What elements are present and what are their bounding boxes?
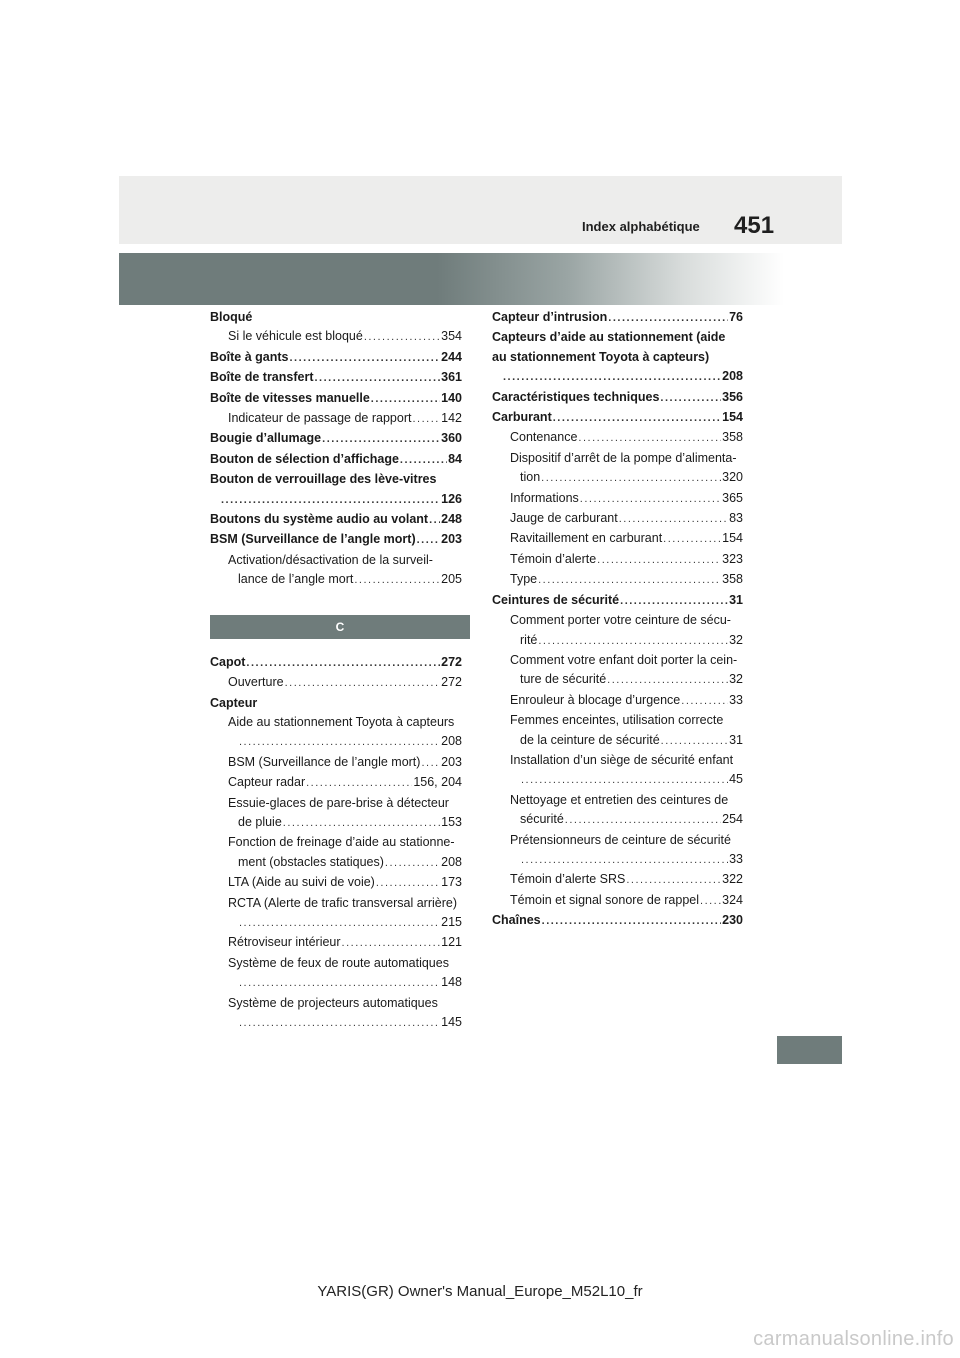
index-entry-text: Bouton de sélection d’affichage bbox=[210, 451, 399, 466]
index-entry-text: Informations bbox=[510, 490, 579, 505]
dot-leader bbox=[239, 974, 440, 993]
index-entry bbox=[492, 570, 743, 590]
index-entry bbox=[492, 550, 743, 570]
dot-leader bbox=[239, 1014, 440, 1033]
dot-leader bbox=[607, 671, 728, 690]
index-entry-page: 153 bbox=[441, 814, 462, 829]
index-entry-text: Témoin d’alerte bbox=[510, 551, 597, 566]
index-entry-text: Activation/désactivation de la surveil- bbox=[228, 552, 433, 567]
index-entry-page: 121 bbox=[441, 935, 462, 950]
index-entry bbox=[210, 570, 462, 590]
index-entry-text: Capteurs d’aide au stationnement (aide bbox=[492, 330, 726, 345]
index-column-left bbox=[210, 308, 462, 1033]
dot-leader bbox=[342, 934, 441, 953]
dot-leader bbox=[306, 774, 412, 793]
index-entry-page: 31 bbox=[729, 732, 743, 747]
index-entry bbox=[210, 389, 462, 409]
index-entry-text: Installation d’un siège de sécurité enfant bbox=[510, 752, 734, 767]
index-entry-page: 322 bbox=[722, 872, 743, 887]
dot-leader bbox=[421, 754, 440, 773]
page-number: 451 bbox=[734, 212, 775, 239]
dot-leader bbox=[371, 390, 440, 409]
index-entry-text: Bougie d’allumage bbox=[210, 431, 322, 446]
index-entry-page: 356 bbox=[722, 389, 743, 404]
index-entry-text: ment (obstacles statiques) bbox=[238, 854, 384, 869]
header-gradient-band bbox=[119, 253, 842, 305]
index-entry-page: 208 bbox=[441, 854, 462, 869]
index-entry-page: 320 bbox=[722, 470, 743, 485]
index-entry-page: 215 bbox=[441, 914, 462, 929]
index-entry bbox=[210, 913, 462, 933]
index-entry-text: Contenance bbox=[510, 430, 578, 445]
dot-leader bbox=[538, 571, 721, 590]
index-entry-page: 148 bbox=[441, 975, 462, 990]
index-entry-page: 254 bbox=[722, 812, 743, 827]
dot-leader bbox=[565, 811, 721, 830]
index-entry bbox=[492, 529, 743, 549]
index-entry-page: 205 bbox=[441, 572, 462, 587]
index-entry-text: Type bbox=[510, 572, 538, 587]
dot-leader bbox=[597, 551, 721, 570]
index-entry-text: Comment votre enfant doit porter la cein- bbox=[510, 652, 738, 667]
index-entry-page: 156, 204 bbox=[413, 775, 462, 790]
dot-leader bbox=[619, 510, 728, 529]
index-entry-page: 365 bbox=[722, 490, 743, 505]
index-entry-text: BSM (Surveillance de l’angle mort) bbox=[228, 754, 421, 769]
index-entry bbox=[210, 510, 462, 530]
index-entry bbox=[210, 973, 462, 993]
index-entry-text: Comment porter votre ceinture de sécu- bbox=[510, 613, 731, 628]
index-entry-page: 140 bbox=[441, 390, 462, 405]
index-entry-page: 32 bbox=[729, 632, 743, 647]
index-entry-page: 126 bbox=[441, 491, 462, 506]
dot-leader bbox=[429, 511, 440, 530]
index-entry bbox=[210, 348, 462, 368]
index-entry bbox=[210, 409, 462, 429]
index-entry-text: Dispositif d’arrêt de la pompe d’alimenta- bbox=[510, 450, 737, 465]
index-entry bbox=[210, 368, 462, 388]
index-entry-text: Bloqué bbox=[210, 310, 253, 324]
index-entry bbox=[210, 653, 462, 673]
index-entry-text: Système de feux de route automatiques bbox=[228, 955, 449, 970]
index-entry-text: Ravitaillement en carburant bbox=[510, 531, 663, 546]
index-entry-page: 248 bbox=[441, 512, 462, 527]
index-entry-text: Ouverture bbox=[228, 675, 284, 690]
index-entry-text: Caractéristiques techniques bbox=[492, 389, 660, 404]
index-entry-text: Prétensionneurs de ceinture de sécurité bbox=[510, 832, 731, 847]
index-entry-page: 272 bbox=[441, 675, 462, 690]
dot-leader bbox=[246, 654, 440, 673]
index-entry-text: Bouton de verrouillage des lève-vitres bbox=[210, 472, 437, 487]
index-entry-text: de la ceinture de sécurité bbox=[520, 732, 660, 747]
index-entry-text: ture de sécurité bbox=[520, 672, 607, 687]
dot-leader bbox=[400, 451, 447, 470]
index-entry bbox=[492, 850, 743, 870]
dot-leader bbox=[285, 674, 441, 693]
dot-leader bbox=[681, 692, 728, 711]
index-entry-page: 76 bbox=[729, 310, 743, 324]
index-entry-text: Capteur radar bbox=[228, 775, 306, 790]
index-entry bbox=[210, 490, 462, 510]
index-entry-text: Chaînes bbox=[492, 913, 541, 928]
dot-leader bbox=[660, 389, 721, 408]
index-entry-page: 83 bbox=[729, 511, 743, 526]
index-entry-page: 203 bbox=[441, 754, 462, 769]
index-entry bbox=[210, 853, 462, 873]
index-list-c-continued bbox=[492, 308, 743, 932]
index-entry-text: Boîte de transfert bbox=[210, 370, 314, 385]
index-entry-text: rité bbox=[520, 632, 538, 647]
index-entry-page: 173 bbox=[441, 875, 462, 890]
thumb-index-tab bbox=[777, 1036, 842, 1064]
index-entry bbox=[210, 327, 462, 347]
index-entry-text: Système de projecteurs automatiques bbox=[228, 995, 438, 1010]
index-entry-text: sécurité bbox=[520, 812, 564, 827]
dot-leader bbox=[521, 771, 728, 790]
dot-leader bbox=[700, 892, 721, 911]
index-entry bbox=[492, 631, 743, 651]
index-entry-text: Boîte de vitesses manuelle bbox=[210, 390, 370, 405]
index-entry bbox=[210, 933, 462, 953]
index-entry-text: Indicateur de passage de rapport bbox=[228, 411, 412, 426]
index-entry bbox=[492, 591, 743, 611]
index-entry-text: Ceintures de sécurité bbox=[492, 592, 620, 607]
index-entry bbox=[210, 1013, 462, 1033]
index-entry bbox=[492, 308, 743, 328]
dot-leader bbox=[354, 571, 440, 590]
index-entry-text: Femmes enceintes, utilisation correcte bbox=[510, 713, 724, 728]
dot-leader bbox=[385, 854, 440, 873]
dot-leader bbox=[608, 309, 728, 328]
index-entry-text: LTA (Aide au suivi de voie) bbox=[228, 875, 375, 890]
index-list-b bbox=[210, 308, 462, 591]
index-entry-text: Nettoyage et entretien des ceintures de bbox=[510, 792, 729, 807]
index-entry bbox=[492, 891, 743, 911]
index-entry bbox=[492, 367, 743, 387]
dot-leader bbox=[503, 368, 721, 387]
index-entry bbox=[492, 428, 743, 448]
index-entry-page: 33 bbox=[729, 692, 743, 707]
dot-leader bbox=[541, 469, 721, 488]
index-entry-text: au stationnement Toyota à capteurs) bbox=[492, 349, 710, 364]
index-entry-page: 360 bbox=[441, 431, 462, 446]
index-entry bbox=[492, 870, 743, 890]
index-entry bbox=[492, 691, 743, 711]
index-entry bbox=[210, 813, 462, 833]
index-entry bbox=[492, 468, 743, 488]
index-entry bbox=[210, 429, 462, 449]
dot-leader bbox=[663, 530, 721, 549]
index-entry-page: 324 bbox=[722, 892, 743, 907]
index-entry-page: 142 bbox=[441, 411, 462, 426]
dot-leader bbox=[521, 851, 728, 870]
dot-leader bbox=[283, 814, 440, 833]
index-entry bbox=[210, 753, 462, 773]
dot-leader bbox=[239, 733, 440, 752]
index-entry-text: Essuie-glaces de pare-brise à détecteur bbox=[228, 795, 449, 810]
index-entry-page: 45 bbox=[729, 772, 743, 787]
index-entry-page: 361 bbox=[441, 370, 462, 385]
index-entry-text: Aide au stationnement Toyota à capteurs bbox=[228, 714, 455, 729]
index-entry-text: Témoin et signal sonore de rappel bbox=[510, 892, 700, 907]
dot-leader bbox=[542, 912, 722, 931]
dot-leader bbox=[626, 871, 721, 890]
index-entry bbox=[492, 489, 743, 509]
index-entry-text: Enrouleur à blocage d’urgence bbox=[510, 692, 681, 707]
index-entry-page: 354 bbox=[441, 329, 462, 344]
index-entry-page: 203 bbox=[441, 532, 462, 547]
index-entry-text: Capteur bbox=[210, 695, 258, 710]
index-entry bbox=[492, 770, 743, 790]
index-column-right bbox=[492, 308, 743, 932]
index-entry-text: Fonction de freinage d’aide au stationne- bbox=[228, 835, 455, 850]
dot-leader bbox=[553, 409, 721, 428]
index-entry-text: de pluie bbox=[238, 814, 282, 829]
dot-leader bbox=[538, 632, 728, 651]
index-entry-page: 154 bbox=[722, 410, 743, 425]
index-entry-page: 32 bbox=[729, 672, 743, 687]
dot-leader bbox=[412, 410, 440, 429]
index-entry-page: 145 bbox=[441, 1015, 462, 1029]
index-entry-page: 358 bbox=[722, 572, 743, 587]
index-entry-page: 244 bbox=[441, 349, 462, 364]
section-letter-header: C bbox=[210, 615, 470, 639]
index-entry-page: 323 bbox=[722, 551, 743, 566]
index-entry bbox=[210, 732, 462, 752]
index-entry bbox=[492, 670, 743, 690]
index-entry-text: Jauge de carburant bbox=[510, 511, 618, 526]
section-title: Index alphabétique bbox=[582, 219, 700, 234]
dot-leader bbox=[661, 732, 728, 751]
index-entry-page: 272 bbox=[441, 654, 462, 669]
index-entry-text: RCTA (Alerte de trafic transversal arrière) bbox=[228, 895, 457, 910]
index-entry-page: 208 bbox=[441, 734, 462, 749]
index-entry-page: 154 bbox=[722, 531, 743, 546]
index-entry-text: Rétroviseur intérieur bbox=[228, 935, 341, 950]
index-entry bbox=[210, 694, 462, 713]
dot-leader bbox=[239, 914, 440, 933]
index-entry bbox=[210, 308, 462, 327]
dot-leader bbox=[364, 328, 440, 347]
index-entry-page: 230 bbox=[722, 913, 743, 928]
watermark: carmanualsonline.info bbox=[753, 1328, 954, 1350]
index-entry bbox=[210, 673, 462, 693]
dot-leader bbox=[580, 490, 721, 509]
index-entry-text: Boutons du système audio au volant bbox=[210, 512, 429, 527]
dot-leader bbox=[578, 429, 721, 448]
index-entry bbox=[210, 450, 462, 470]
index-entry bbox=[492, 810, 743, 830]
dot-leader bbox=[376, 874, 440, 893]
dot-leader bbox=[417, 531, 441, 550]
dot-leader bbox=[322, 430, 440, 449]
index-entry-text: Témoin d’alerte SRS bbox=[510, 872, 626, 887]
index-entry-text: Capot bbox=[210, 654, 246, 669]
index-entry bbox=[210, 773, 462, 793]
index-entry-text: lance de l’angle mort bbox=[238, 572, 354, 587]
index-entry-text: Carburant bbox=[492, 410, 552, 425]
dot-leader bbox=[221, 491, 440, 510]
dot-leader bbox=[315, 369, 441, 388]
index-list-c bbox=[210, 653, 462, 1034]
index-entry bbox=[210, 530, 462, 550]
index-entry bbox=[492, 408, 743, 428]
index-entry-page: 31 bbox=[729, 592, 743, 607]
index-entry-text: Capteur d’intrusion bbox=[492, 310, 608, 324]
index-entry bbox=[492, 509, 743, 529]
index-entry-page: 33 bbox=[729, 851, 743, 866]
index-entry bbox=[492, 388, 743, 408]
index-entry-page: 358 bbox=[722, 430, 743, 445]
dot-leader bbox=[290, 349, 441, 368]
index-entry-page: 208 bbox=[722, 369, 743, 384]
index-entry-text: tion bbox=[520, 470, 541, 485]
index-entry bbox=[492, 731, 743, 751]
footer-manual-id: YARIS(GR) Owner's Manual_Europe_M52L10_fr bbox=[317, 1283, 643, 1300]
index-entry-text: BSM (Surveillance de l’angle mort) bbox=[210, 532, 416, 547]
index-entry bbox=[492, 911, 743, 931]
index-entry bbox=[210, 873, 462, 893]
index-entry-page: 84 bbox=[448, 451, 462, 466]
index-entry-text: Si le véhicule est bloqué bbox=[228, 329, 363, 344]
dot-leader bbox=[620, 592, 728, 611]
index-entry-text: Boîte à gants bbox=[210, 349, 289, 364]
